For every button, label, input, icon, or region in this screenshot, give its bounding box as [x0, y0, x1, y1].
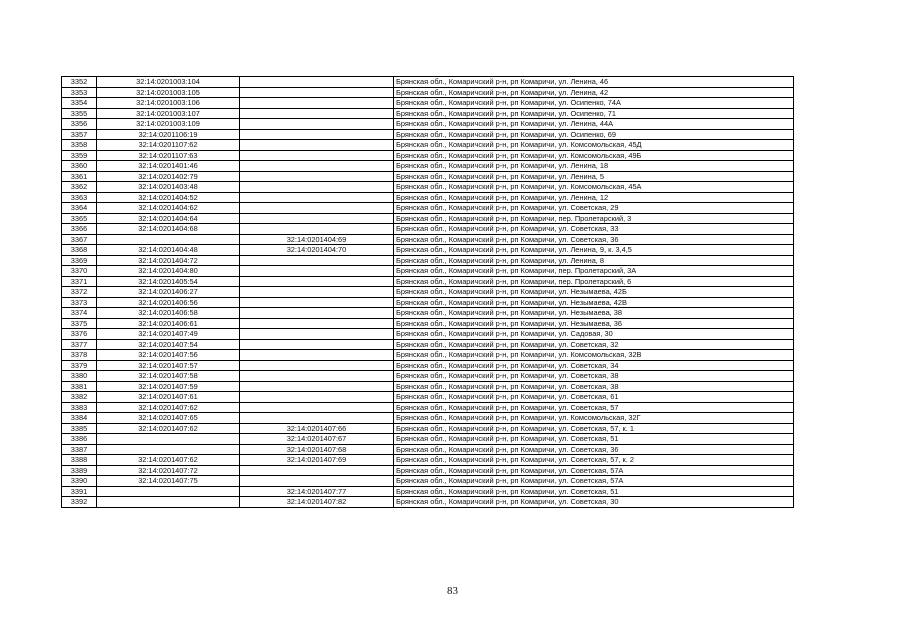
cadastral-number-cell: 32:14:0201003:105	[97, 87, 240, 98]
address-cell: Брянская обл., Комаричский р-н, рп Комаричи, ул. Ленина, 8	[394, 255, 794, 266]
address-cell: Брянская обл., Комаричский р-н, рп Комаричи, ул. Советская, 33	[394, 224, 794, 235]
table-row	[62, 381, 794, 392]
related-cadastral-number-cell	[240, 140, 394, 151]
address-cell: Брянская обл., Комаричский р-н, рп Комаричи, ул. Советская, 51	[394, 434, 794, 445]
address-cell: Брянская обл., Комаричский р-н, рп Комаричи, ул. Комсомольская, 45Д	[394, 140, 794, 151]
row-number-cell: 3389	[62, 465, 97, 476]
table-row	[62, 276, 794, 287]
table-row	[62, 329, 794, 340]
table-row	[62, 360, 794, 371]
table-row	[62, 308, 794, 319]
address-cell: Брянская обл., Комаричский р-н, рп Комаричи, ул. Советская, 32	[394, 339, 794, 350]
cadastral-number-cell: 32:14:0201003:104	[97, 77, 240, 88]
related-cadastral-number-cell	[240, 287, 394, 298]
row-number-cell: 3376	[62, 329, 97, 340]
address-cell: Брянская обл., Комаричский р-н, рп Комаричи, пер. Пролетарский, 3	[394, 213, 794, 224]
related-cadastral-number-cell	[240, 77, 394, 88]
table-row	[62, 171, 794, 182]
address-cell: Брянская обл., Комаричский р-н, рп Комаричи, ул. Советская, 38	[394, 371, 794, 382]
related-cadastral-number-cell	[240, 392, 394, 403]
registry-table-body	[62, 77, 794, 508]
related-cadastral-number-cell	[240, 192, 394, 203]
row-number-cell: 3391	[62, 486, 97, 497]
row-number-cell: 3359	[62, 150, 97, 161]
table-row	[62, 203, 794, 214]
cadastral-number-cell: 32:14:0201404:62	[97, 203, 240, 214]
row-number-cell: 3378	[62, 350, 97, 361]
cadastral-number-cell: 32:14:0201406:56	[97, 297, 240, 308]
cadastral-number-cell: 32:14:0201407:54	[97, 339, 240, 350]
table-row	[62, 245, 794, 256]
cadastral-number-cell: 32:14:0201407:65	[97, 413, 240, 424]
address-cell: Брянская обл., Комаричский р-н, рп Комаричи, ул. Советская, 38	[394, 381, 794, 392]
cadastral-number-cell: 32:14:0201403:48	[97, 182, 240, 193]
cadastral-number-cell: 32:14:0201401:46	[97, 161, 240, 172]
address-cell: Брянская обл., Комаричский р-н, рп Комаричи, ул. Советская, 29	[394, 203, 794, 214]
cadastral-number-cell: 32:14:0201407:49	[97, 329, 240, 340]
address-cell: Брянская обл., Комаричский р-н, рп Комаричи, ул. Советская, 34	[394, 360, 794, 371]
related-cadastral-number-cell	[240, 203, 394, 214]
row-number-cell: 3383	[62, 402, 97, 413]
address-cell: Брянская обл., Комаричский р-н, рп Комаричи, ул. Осипенко, 74А	[394, 98, 794, 109]
table-row	[62, 350, 794, 361]
table-row	[62, 287, 794, 298]
row-number-cell: 3372	[62, 287, 97, 298]
related-cadastral-number-cell	[240, 161, 394, 172]
address-cell: Брянская обл., Комаричский р-н, рп Комаричи, ул. Советская, 57А	[394, 476, 794, 487]
related-cadastral-number-cell	[240, 329, 394, 340]
table-row	[62, 465, 794, 476]
row-number-cell: 3375	[62, 318, 97, 329]
table-row	[62, 161, 794, 172]
address-cell: Брянская обл., Комаричский р-н, рп Комаричи, ул. Советская, 57	[394, 402, 794, 413]
related-cadastral-number-cell: 32:14:0201407:68	[240, 444, 394, 455]
table-row	[62, 444, 794, 455]
cadastral-number-cell: 32:14:0201406:61	[97, 318, 240, 329]
row-number-cell: 3367	[62, 234, 97, 245]
table-row	[62, 224, 794, 235]
cadastral-number-cell: 32:14:0201405:54	[97, 276, 240, 287]
related-cadastral-number-cell	[240, 150, 394, 161]
cadastral-number-cell: 32:14:0201404:48	[97, 245, 240, 256]
table-row	[62, 318, 794, 329]
related-cadastral-number-cell	[240, 371, 394, 382]
table-row	[62, 182, 794, 193]
table-row	[62, 476, 794, 487]
table-row	[62, 413, 794, 424]
table-row	[62, 87, 794, 98]
address-cell: Брянская обл., Комаричский р-н, рп Комаричи, ул. Садовая, 30	[394, 329, 794, 340]
address-cell: Брянская обл., Комаричский р-н, рп Комаричи, ул. Незымаева, 42В	[394, 297, 794, 308]
related-cadastral-number-cell	[240, 108, 394, 119]
table-row	[62, 140, 794, 151]
address-cell: Брянская обл., Комаричский р-н, рп Комаричи, ул. Советская, 30	[394, 497, 794, 508]
row-number-cell: 3366	[62, 224, 97, 235]
cadastral-number-cell: 32:14:0201003:106	[97, 98, 240, 109]
cadastral-number-cell: 32:14:0201404:80	[97, 266, 240, 277]
address-cell: Брянская обл., Комаричский р-н, рп Комаричи, ул. Ленина, 9, к. 3,4,5	[394, 245, 794, 256]
row-number-cell: 3387	[62, 444, 97, 455]
related-cadastral-number-cell	[240, 413, 394, 424]
cadastral-number-cell	[97, 434, 240, 445]
address-cell: Брянская обл., Комаричский р-н, рп Комаричи, ул. Незымаева, 36	[394, 318, 794, 329]
related-cadastral-number-cell: 32:14:0201407:69	[240, 455, 394, 466]
address-cell: Брянская обл., Комаричский р-н, рп Комаричи, ул. Комсомольская, 45А	[394, 182, 794, 193]
address-cell: Брянская обл., Комаричский р-н, рп Комаричи, ул. Осипенко, 71	[394, 108, 794, 119]
address-cell: Брянская обл., Комаричский р-н, рп Комаричи, ул. Ленина, 18	[394, 161, 794, 172]
table-row	[62, 150, 794, 161]
address-cell: Брянская обл., Комаричский р-н, рп Комаричи, ул. Советская, 36	[394, 234, 794, 245]
related-cadastral-number-cell: 32:14:0201404:70	[240, 245, 394, 256]
address-cell: Брянская обл., Комаричский р-н, рп Комаричи, пер. Пролетарский, 6	[394, 276, 794, 287]
address-cell: Брянская обл., Комаричский р-н, рп Комаричи, ул. Ленина, 44А	[394, 119, 794, 130]
row-number-cell: 3384	[62, 413, 97, 424]
related-cadastral-number-cell	[240, 339, 394, 350]
related-cadastral-number-cell	[240, 255, 394, 266]
related-cadastral-number-cell: 32:14:0201407:66	[240, 423, 394, 434]
related-cadastral-number-cell	[240, 402, 394, 413]
related-cadastral-number-cell	[240, 98, 394, 109]
row-number-cell: 3364	[62, 203, 97, 214]
cadastral-number-cell	[97, 234, 240, 245]
related-cadastral-number-cell	[240, 119, 394, 130]
related-cadastral-number-cell	[240, 266, 394, 277]
row-number-cell: 3390	[62, 476, 97, 487]
address-cell: Брянская обл., Комаричский р-н, рп Комаричи, ул. Советская, 61	[394, 392, 794, 403]
address-cell: Брянская обл., Комаричский р-н, рп Комаричи, ул. Ленина, 5	[394, 171, 794, 182]
row-number-cell: 3377	[62, 339, 97, 350]
cadastral-number-cell: 32:14:0201407:72	[97, 465, 240, 476]
cadastral-number-cell: 32:14:0201407:56	[97, 350, 240, 361]
row-number-cell: 3374	[62, 308, 97, 319]
cadastral-number-cell: 32:14:0201003:109	[97, 119, 240, 130]
cadastral-number-cell: 32:14:0201404:72	[97, 255, 240, 266]
row-number-cell: 3385	[62, 423, 97, 434]
address-cell: Брянская обл., Комаричский р-н, рп Комаричи, ул. Осипенко, 69	[394, 129, 794, 140]
table-row	[62, 192, 794, 203]
address-cell: Брянская обл., Комаричский р-н, рп Комаричи, ул. Советская, 57, к. 1	[394, 423, 794, 434]
related-cadastral-number-cell	[240, 276, 394, 287]
related-cadastral-number-cell	[240, 87, 394, 98]
related-cadastral-number-cell	[240, 224, 394, 235]
address-cell: Брянская обл., Комаричский р-н, рп Комаричи, ул. Ленина, 12	[394, 192, 794, 203]
cadastral-number-cell: 32:14:0201407:58	[97, 371, 240, 382]
related-cadastral-number-cell	[240, 297, 394, 308]
row-number-cell: 3380	[62, 371, 97, 382]
row-number-cell: 3360	[62, 161, 97, 172]
cadastral-number-cell	[97, 497, 240, 508]
cadastral-number-cell: 32:14:0201407:61	[97, 392, 240, 403]
cadastral-number-cell	[97, 444, 240, 455]
cadastral-number-cell: 32:14:0201404:64	[97, 213, 240, 224]
cadastral-number-cell: 32:14:0201406:58	[97, 308, 240, 319]
page-number: 83	[447, 585, 458, 597]
table-row	[62, 486, 794, 497]
related-cadastral-number-cell	[240, 308, 394, 319]
row-number-cell: 3379	[62, 360, 97, 371]
address-cell: Брянская обл., Комаричский р-н, рп Комаричи, ул. Советская, 57А	[394, 465, 794, 476]
cadastral-number-cell: 32:14:0201107:62	[97, 140, 240, 151]
row-number-cell: 3369	[62, 255, 97, 266]
row-number-cell: 3392	[62, 497, 97, 508]
cadastral-number-cell: 32:14:0201407:57	[97, 360, 240, 371]
row-number-cell: 3361	[62, 171, 97, 182]
row-number-cell: 3370	[62, 266, 97, 277]
related-cadastral-number-cell	[240, 182, 394, 193]
row-number-cell: 3358	[62, 140, 97, 151]
row-number-cell: 3368	[62, 245, 97, 256]
table-row	[62, 255, 794, 266]
row-number-cell: 3365	[62, 213, 97, 224]
table-row	[62, 339, 794, 350]
address-cell: Брянская обл., Комаричский р-н, рп Комаричи, ул. Незымаева, 38	[394, 308, 794, 319]
row-number-cell: 3353	[62, 87, 97, 98]
address-cell: Брянская обл., Комаричский р-н, рп Комаричи, ул. Советская, 57, к. 2	[394, 455, 794, 466]
address-cell: Брянская обл., Комаричский р-н, рп Комаричи, ул. Незымаева, 42Б	[394, 287, 794, 298]
table-row	[62, 119, 794, 130]
table-row	[62, 402, 794, 413]
related-cadastral-number-cell: 32:14:0201404:69	[240, 234, 394, 245]
row-number-cell: 3386	[62, 434, 97, 445]
cadastral-number-cell: 32:14:0201003:107	[97, 108, 240, 119]
row-number-cell: 3357	[62, 129, 97, 140]
related-cadastral-number-cell: 32:14:0201407:82	[240, 497, 394, 508]
cadastral-number-cell: 32:14:0201402:79	[97, 171, 240, 182]
row-number-cell: 3388	[62, 455, 97, 466]
address-cell: Брянская обл., Комаричский р-н, рп Комаричи, ул. Комсомольская, 49Б	[394, 150, 794, 161]
cadastral-number-cell	[97, 486, 240, 497]
table-row	[62, 455, 794, 466]
cadastral-number-cell: 32:14:0201407:62	[97, 402, 240, 413]
table-row	[62, 129, 794, 140]
cadastral-number-cell: 32:14:0201407:75	[97, 476, 240, 487]
table-row	[62, 434, 794, 445]
table-row	[62, 371, 794, 382]
row-number-cell: 3363	[62, 192, 97, 203]
address-cell: Брянская обл., Комаричский р-н, рп Комаричи, ул. Советская, 36	[394, 444, 794, 455]
related-cadastral-number-cell	[240, 213, 394, 224]
row-number-cell: 3381	[62, 381, 97, 392]
cadastral-number-cell: 32:14:0201407:62	[97, 455, 240, 466]
related-cadastral-number-cell: 32:14:0201407:77	[240, 486, 394, 497]
cadastral-number-cell: 32:14:0201407:59	[97, 381, 240, 392]
table-row	[62, 77, 794, 88]
row-number-cell: 3373	[62, 297, 97, 308]
address-cell: Брянская обл., Комаричский р-н, рп Комаричи, ул. Комсомольская, 32В	[394, 350, 794, 361]
related-cadastral-number-cell	[240, 465, 394, 476]
table-row	[62, 213, 794, 224]
address-cell: Брянская обл., Комаричский р-н, рп Комаричи, ул. Комсомольская, 32Г	[394, 413, 794, 424]
cadastral-number-cell: 32:14:0201404:52	[97, 192, 240, 203]
address-cell: Брянская обл., Комаричский р-н, рп Комаричи, ул. Ленина, 42	[394, 87, 794, 98]
cadastral-number-cell: 32:14:0201107:63	[97, 150, 240, 161]
table-row	[62, 266, 794, 277]
cadastral-number-cell: 32:14:0201106:19	[97, 129, 240, 140]
table-row	[62, 234, 794, 245]
related-cadastral-number-cell	[240, 381, 394, 392]
related-cadastral-number-cell: 32:14:0201407:67	[240, 434, 394, 445]
table-row	[62, 497, 794, 508]
related-cadastral-number-cell	[240, 350, 394, 361]
related-cadastral-number-cell	[240, 171, 394, 182]
row-number-cell: 3382	[62, 392, 97, 403]
cadastral-number-cell: 32:14:0201404:68	[97, 224, 240, 235]
row-number-cell: 3352	[62, 77, 97, 88]
address-cell: Брянская обл., Комаричский р-н, рп Комаричи, ул. Советская, 51	[394, 486, 794, 497]
table-row	[62, 423, 794, 434]
table-row	[62, 392, 794, 403]
row-number-cell: 3354	[62, 98, 97, 109]
row-number-cell: 3356	[62, 119, 97, 130]
cadastral-number-cell: 32:14:0201406:27	[97, 287, 240, 298]
address-cell: Брянская обл., Комаричский р-н, рп Комаричи, ул. Ленина, 46	[394, 77, 794, 88]
related-cadastral-number-cell	[240, 360, 394, 371]
row-number-cell: 3355	[62, 108, 97, 119]
registry-table	[61, 76, 794, 508]
row-number-cell: 3371	[62, 276, 97, 287]
table-row	[62, 108, 794, 119]
cadastral-number-cell: 32:14:0201407:62	[97, 423, 240, 434]
table-row	[62, 98, 794, 109]
related-cadastral-number-cell	[240, 129, 394, 140]
related-cadastral-number-cell	[240, 476, 394, 487]
address-cell: Брянская обл., Комаричский р-н, рп Комаричи, пер. Пролетарский, 3А	[394, 266, 794, 277]
row-number-cell: 3362	[62, 182, 97, 193]
related-cadastral-number-cell	[240, 318, 394, 329]
table-row	[62, 297, 794, 308]
